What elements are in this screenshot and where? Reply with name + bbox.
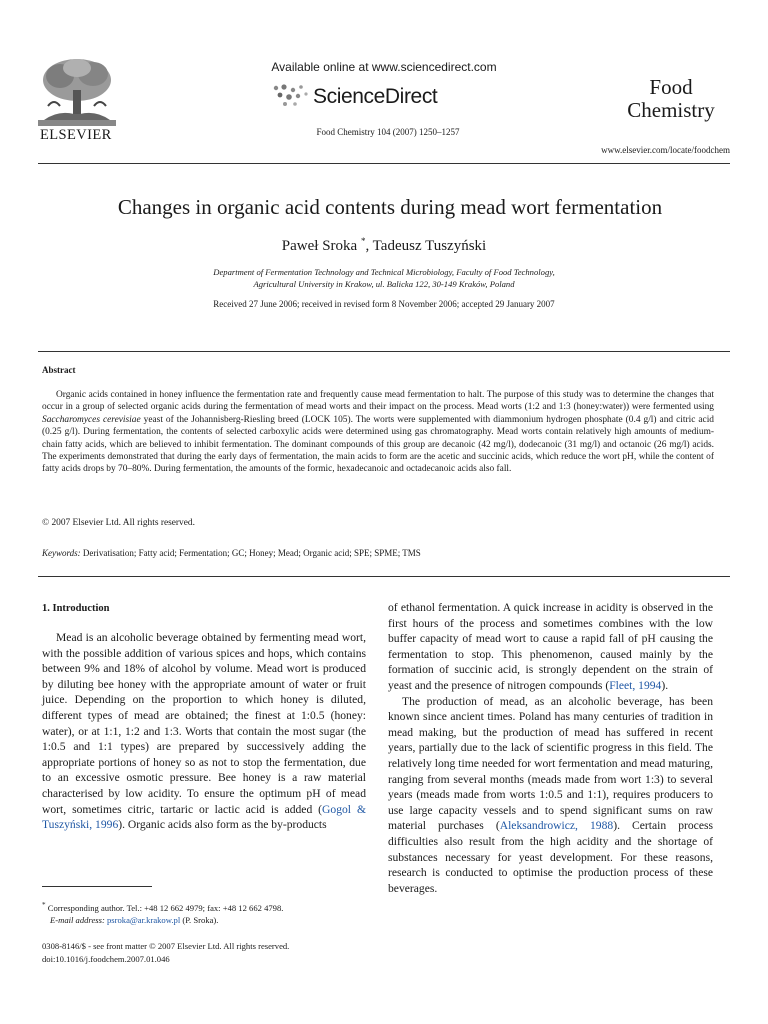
affiliation-line: Department of Fermentation Technology and Technical Microbiology, Faculty of Food Technology, bbox=[213, 267, 555, 277]
journal-title-line1: Food bbox=[649, 75, 693, 99]
author-separator: , bbox=[365, 238, 373, 254]
journal-url-link[interactable]: www.elsevier.com/locate/foodchem bbox=[601, 145, 730, 155]
publisher-name: ELSEVIER bbox=[40, 127, 112, 143]
species-name: Saccharomyces cerevisiae bbox=[42, 414, 141, 425]
sciencedirect-name: ScienceDirect bbox=[313, 85, 438, 108]
email-suffix: (P. Sroka). bbox=[180, 914, 219, 925]
affiliation-line: Agricultural University in Krakow, ul. Balicka 122, 30-149 Kraków, Poland bbox=[253, 279, 515, 289]
corresponding-author-mark[interactable]: * bbox=[360, 236, 366, 246]
abstract-divider bbox=[38, 351, 730, 352]
body-text: of ethanol fermentation. A quick increase in acidity is observed in the first hours of the process and sometimes combines with the low buffer capacity of mead wort to cause a rapid fall of pH causing the fermentation to stop. This phenomenon, caused mainly by the formation of succinic acid, is strongly dependent on the strain of yeast and the presence of nitrogen compounds ( bbox=[388, 601, 713, 692]
sciencedirect-dots-icon bbox=[270, 82, 310, 108]
available-online-text[interactable]: Available online at www.sciencedirect.com bbox=[271, 60, 497, 74]
abstract-copyright: © 2007 Elsevier Ltd. All rights reserved. bbox=[42, 518, 195, 528]
email-link[interactable]: psroka@ar.krakow.pl bbox=[106, 914, 181, 925]
right-column bbox=[388, 600, 713, 896]
journal-citation: Food Chemistry 104 (2007) 1250–1257 bbox=[316, 127, 460, 137]
body-text: ). Certain process difficulties also result from the high acidity and the shortage of substances necessary for yeast development. For these reasons, research is conducted to optimise the production process of these beverages. bbox=[388, 819, 713, 895]
author-name: Tadeusz Tuszyński bbox=[372, 238, 487, 254]
body-text: Mead is an alcoholic beverage obtained by fermenting mead wort, with the possible addition of various spices and hops, which contains between 9% and 18% of alcohol by volume. Mead wort is produced by diluting bee honey with the appropriate amount of water or fruit juice. Depending on the proportion to which honey is diluted, different types of mead are obtained; the finest at 1:0.5 (honey: water), or at 1:1, 1:2 and 1:3. Worts that contain the most sugar (the 1:0.5 and 1:1 types) are prepared by successively adding the appropriate portions of honey so as not to stop the fermentation, due to an excessive osmotic pressure. Bee honey is a raw material characterised by low acidity. To ensure the optimum pH of mead wort, sometimes citric, tartaric or lactic acid is added ( bbox=[42, 631, 366, 816]
body-text: ). bbox=[661, 678, 669, 692]
body-paragraph bbox=[42, 630, 366, 833]
issn-line: 0308-8146/$ - see front matter © 2007 Elsevier Ltd. All rights reserved. bbox=[42, 941, 290, 951]
footnote-mark: * bbox=[42, 901, 46, 909]
body-text: ). Organic acids also form as the by-products bbox=[118, 818, 327, 832]
article-history-dates: Received 27 June 2006; received in revised form 8 November 2006; accepted 29 January 2007 bbox=[213, 299, 555, 309]
keywords bbox=[42, 548, 421, 558]
footnote bbox=[42, 899, 372, 926]
keywords-label: Keywords: bbox=[42, 548, 81, 558]
affiliation bbox=[0, 266, 768, 290]
left-column bbox=[42, 630, 366, 833]
abstract-body bbox=[42, 389, 714, 476]
footnote-line bbox=[42, 914, 372, 926]
email-label: E-mail address: bbox=[50, 914, 105, 925]
section-heading: 1. Introduction bbox=[42, 603, 110, 614]
footnote-text: Corresponding author. Tel.: +48 12 662 4979; fax: +48 12 662 4798. bbox=[47, 902, 284, 913]
body-paragraph bbox=[388, 694, 713, 897]
abstract-text: Organic acids contained in honey influence the fermentation rate and frequently cause mead fermentation to halt. The purpose of this study was to determine the changes that occur in a group of selected organic acids during the fermentation of mead worts and their impact on the process. Mead worts (1:2 and 1:3 (honey:water)) were fermented using bbox=[42, 390, 714, 413]
header-divider bbox=[38, 163, 730, 164]
citation-link[interactable]: Gogol & Tuszyński, 1996 bbox=[42, 802, 366, 832]
doi-line[interactable]: doi:10.1016/j.foodchem.2007.01.046 bbox=[42, 954, 170, 964]
footnote-divider bbox=[42, 886, 152, 887]
body-paragraph bbox=[388, 600, 713, 694]
front-matter bbox=[42, 940, 289, 966]
author-list bbox=[0, 236, 768, 255]
journal-title bbox=[606, 76, 736, 122]
sciencedirect-logo[interactable] bbox=[270, 82, 310, 110]
citation-link[interactable]: Aleksandrowicz, 1988 bbox=[499, 819, 614, 833]
keywords-list: Derivatisation; Fatty acid; Fermentation; GC; Honey; Mead; Organic acid; SPE; SPME; TMS bbox=[82, 548, 421, 558]
abstract-heading: Abstract bbox=[42, 365, 76, 375]
abstract-text: yeast of the Johannisberg-Riesling breed (LOCK 105). The worts were supplemented with diammonium hydrogen phosphate (0.4 g/l) and citric acid (0.25 g/l). During fermentation, the contents of selected carboxylic acids were determined using gas chromatography. Mead worts contain relatively high amounts of medium-chain fatty acids, which are believed to inhibit fermentation. The dominant compounds of this group are decanoic (42 mg/l), dodecanoic (31 mg/l) and octanoic (26 mg/l) acids. The experiments demonstrated that during the early days of fermentation, the main acids to form are the acetic and succinic acids, which reduce the wort pH, while the content of fatty acids drops by 70–80%. During fermentation, the amounts of the formic, hexadecanoic and octadecanoic acids also fall. bbox=[42, 414, 714, 475]
article-title: Changes in organic acid contents during mead wort fermentation bbox=[117, 195, 663, 219]
footnote-line bbox=[42, 899, 372, 914]
body-divider bbox=[38, 576, 730, 577]
citation-link[interactable]: Fleet, 1994 bbox=[609, 678, 662, 692]
body-text: The production of mead, as an alcoholic beverage, has been known since ancient times. Poland has many centuries of tradition in mead making, but the production of mead has suffered in recent years, partially due to the lack of scientific progress in this field. The relatively long time needed for wort fermentation and mead maturing, ranging from several months (meads made from wort 1:3) to several years (meads made from worts 1:0.5 and 1:1), requires producers to use large capacity vessels and to spend significant sums on raw material purchases ( bbox=[388, 694, 713, 833]
author-name: Paweł Sroka bbox=[281, 238, 358, 254]
journal-title-line2: Chemistry bbox=[627, 98, 715, 122]
